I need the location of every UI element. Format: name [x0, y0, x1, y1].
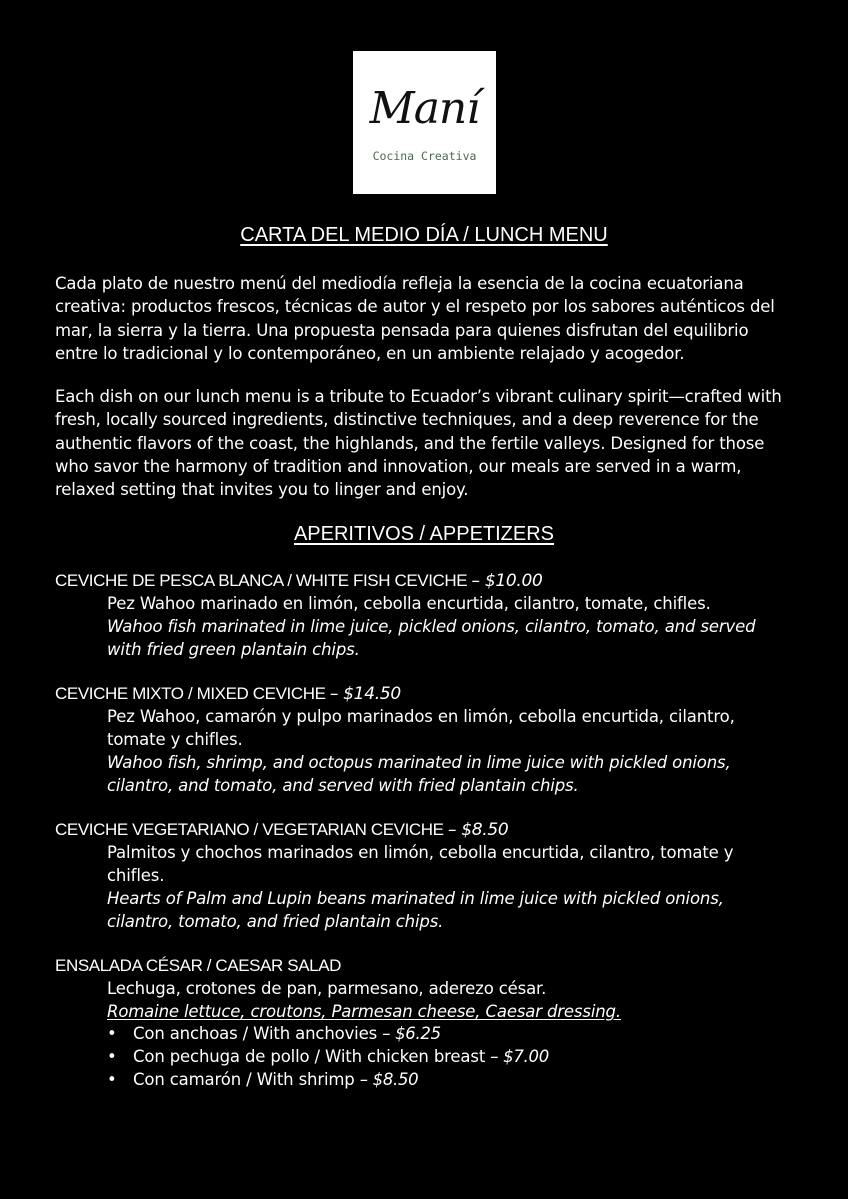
dish-description-en: Romaine lettuce, croutons, Parmesan cheese, Caesar dressing. [107, 1002, 621, 1021]
intro-spanish: Cada plato de nuestro menú del mediodía refleja la esencia de la cocina ecuatoriana creativa: productos frescos, técnicas de autor y el respeto por los sabores auténticos del mar, la sierra y la tierra. Una propuesta pensada para quienes disfrutan del equilibrio entre lo tradicional y lo contemporáneo, en un ambiente relajado y acogedor. [55, 274, 775, 363]
dish-description-es: Palmitos y chochos marinados en limón, cebolla encurtida, cilantro, tomate y [107, 843, 734, 862]
bullet-icon: • [107, 1070, 117, 1089]
bullet-icon: • [107, 1024, 117, 1043]
logo-tagline: Cocina Creativa [372, 149, 477, 163]
addon-item [107, 1068, 418, 1091]
dish-price: – $10.00 [471, 571, 543, 591]
dish-name: CEVICHE VEGETARIANO / VEGETARIAN CEVICHE [55, 820, 444, 839]
dish-description-en: Wahoo fish, shrimp, and octopus marinated in lime juice with pickled onions, [107, 753, 731, 772]
dish-title [55, 682, 401, 706]
dish-price: – $8.50 [447, 820, 509, 840]
intro-english: Each dish on our lunch menu is a tribute to Ecuador’s vibrant culinary spirit—crafted with fresh, locally sourced ingredients, distinctive techniques, and a deep reverence for the authentic flavors of the coast, the highlands, and the fertile valleys. Designed for those who savor the harmony of tradition and innovation, our meals are served in a warm, relaxed setting that invites you to linger and enjoy. [55, 387, 782, 500]
dish-name: CEVICHE DE PESCA BLANCA / WHITE FISH CEVICHE [55, 571, 468, 590]
section-heading: APERITIVOS / APPETIZERS [293, 523, 555, 545]
dish-title [55, 818, 508, 842]
dish-description-en: cilantro, tomato, and fried plantain chips. [107, 912, 444, 931]
dish-description-es: Lechuga, crotones de pan, parmesano, aderezo césar. [107, 979, 547, 998]
dish-title [55, 569, 543, 593]
addon-label: Con pechuga de pollo / With chicken breast [133, 1047, 486, 1066]
dish-name: ENSALADA CÉSAR / CAESAR SALAD [55, 956, 342, 975]
addon-label: Con camarón / With shrimp [133, 1070, 355, 1089]
logo-name: Maní [369, 83, 480, 134]
addon-item [107, 1045, 549, 1068]
addon-item [107, 1022, 441, 1045]
dish-description-es: Pez Wahoo marinado en limón, cebolla encurtida, cilantro, tomate, chifles. [107, 594, 711, 613]
dish-description-es: chifles. [107, 866, 165, 885]
addon-price: – $8.50 [359, 1070, 419, 1089]
dish-price: – $14.50 [329, 684, 401, 704]
dish-description-en: Hearts of Palm and Lupin beans marinated in lime juice with pickled onions, [107, 889, 724, 908]
dish-title [55, 954, 341, 977]
addon-price: – $6.25 [382, 1024, 441, 1043]
dish-name: CEVICHE MIXTO / MIXED CEVICHE [55, 684, 326, 703]
dish-description-es: tomate y chifles. [107, 730, 243, 749]
dish-description-en: cilantro, and tomato, and served with fried plantain chips. [107, 776, 579, 795]
bullet-icon: • [107, 1047, 117, 1066]
dish-description-en: with fried green plantain chips. [107, 640, 360, 659]
addon-label: Con anchoas / With anchovies [133, 1024, 378, 1043]
page-title: CARTA DEL MEDIO DÍA / LUNCH MENU [240, 224, 608, 246]
logo [353, 51, 496, 194]
addon-price: – $7.00 [490, 1047, 549, 1066]
dish-description-en: Wahoo fish marinated in lime juice, pickled onions, cilantro, tomato, and served [107, 617, 756, 636]
dish-description-es: Pez Wahoo, camarón y pulpo marinados en limón, cebolla encurtida, cilantro, [107, 707, 735, 726]
